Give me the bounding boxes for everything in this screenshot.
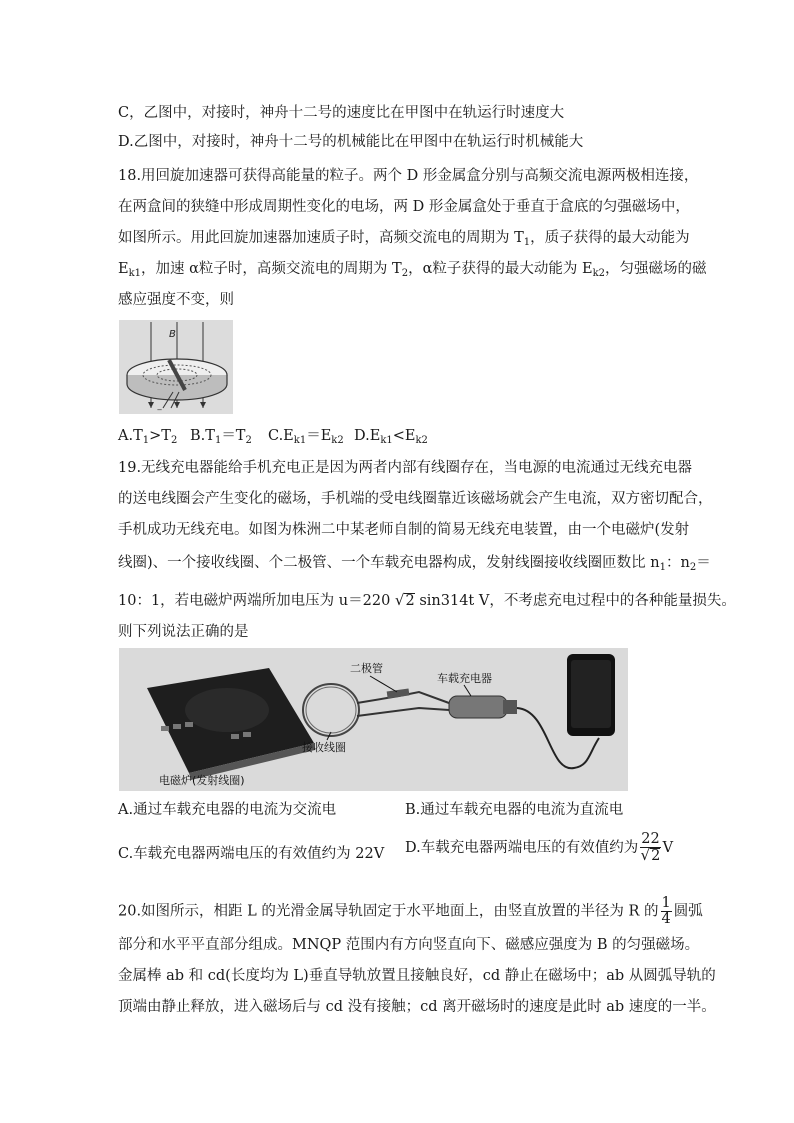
q17-option-d: D.乙图中，对接时，神舟十二号的机械能比在甲图中在轨运行时机械能大 <box>118 134 584 150</box>
wireless-charger-figure <box>119 648 628 791</box>
q20-stem-line4: 顶端由静止释放，进入磁场后与 cd 没有接触；cd 离开磁场时的速度是此时 ab 速度的一半。 <box>118 999 716 1015</box>
field-b-label: B <box>169 329 176 340</box>
q19-option-a: A.通过车载充电器的电流为交流电 <box>118 802 337 818</box>
cyclotron-figure <box>119 320 233 414</box>
q18-stem-line3: 如图所示。用此回旋加速器加速质子时，高频交流电的周期为 $T_1$，质子获得的最大动能为 <box>118 230 690 248</box>
q18-option-c: $C.E_{k1}=E_{k2}$ <box>268 428 344 446</box>
svg-text:‒: ‒ <box>157 405 163 414</box>
q19-option-d: D.车载充电器两端电压的有效值约为 $\frac{22}{√2}$ V <box>405 831 674 864</box>
q19-stem-line6: 则下列说法正确的是 <box>118 624 249 640</box>
q17-option-c: C，乙图中，对接时，神舟十二号的速度比在甲图中在轨运行时速度大 <box>118 105 565 121</box>
q20-stem-line1: 20.如图所示，相距 L 的光滑金属导轨固定于水平地面上，由竖直放置的半径为 R 的 $\frac{1}{4}$ 圆弧 <box>118 895 703 927</box>
label-car-charger: 车载充电器 <box>437 672 492 685</box>
q19-stem-line5: 10：1，若电磁炉两端所加电压为 u＝220 √2 sin314t V，不考虑充电过程中的各种能量损失。 <box>118 591 736 609</box>
q18-option-b: $B.T_1=T_2$ <box>190 428 252 446</box>
q18-option-d: $D.E_{k1}<E_{k2}$ <box>354 428 428 446</box>
q18-option-a: $A.T_1>T_2$ <box>118 428 178 446</box>
q19-option-c: C.车载充电器两端电压的有效值约为 22V <box>118 846 385 862</box>
label-induction-stove: 电磁炉(发射线圈) <box>159 774 245 787</box>
q18-stem-line2: 在两盒间的狭缝中形成周期性变化的电场，两 D 形金属盒处于垂直于盒底的匀强磁场中， <box>118 199 690 215</box>
wireless-charger-diagram <box>119 648 628 791</box>
label-receive-coil: 接收线圈 <box>302 741 346 754</box>
q18-stem-line4: $E_{k1}$，加速 α粒子时，高频交流电的周期为 $T_2$，α粒子获得的最大动能为 $E_{k2}$，匀强磁场的磁 <box>118 261 707 279</box>
q20-stem-line2: 部分和水平平直部分组成。MNQP 范围内有方向竖直向下、磁感应强度为 B 的匀强磁场。 <box>118 937 700 953</box>
q20-stem-line3: 金属棒 ab 和 cd(长度均为 L)垂直导轨放置且接触良好，cd 静止在磁场中；ab 从圆弧导轨的 <box>118 968 716 984</box>
q19-stem-line4: 线圈)、一个接收线圈、个二极管、一个车载充电器构成，发射线圈接收线圈匝数比 $n_1$：$n_2=$ <box>118 555 711 573</box>
q19-option-b: B.通过车载充电器的电流为直流电 <box>405 802 624 818</box>
q19-stem-line1: 19.无线充电器能给手机充电正是因为两者内部有线圈存在，当电源的电流通过无线充电器 <box>118 460 693 476</box>
q18-stem-line1: 18.用回旋加速器可获得高能量的粒子。两个 D 形金属盒分别与高频交流电源两极相连接， <box>118 168 699 184</box>
q19-stem-line3: 手机成功无线充电。如图为株洲二中某老师自制的简易无线充电装置，由一个电磁炉(发射 <box>118 522 690 538</box>
label-diode: 二极管 <box>350 662 383 675</box>
q19-stem-line2: 的送电线圈会产生变化的磁场，手机端的受电线圈靠近该磁场就会产生电流，双方密切配合， <box>118 491 713 507</box>
q18-stem-line5: 感应强度不变，则 <box>118 292 234 308</box>
cyclotron-diagram <box>119 320 233 414</box>
